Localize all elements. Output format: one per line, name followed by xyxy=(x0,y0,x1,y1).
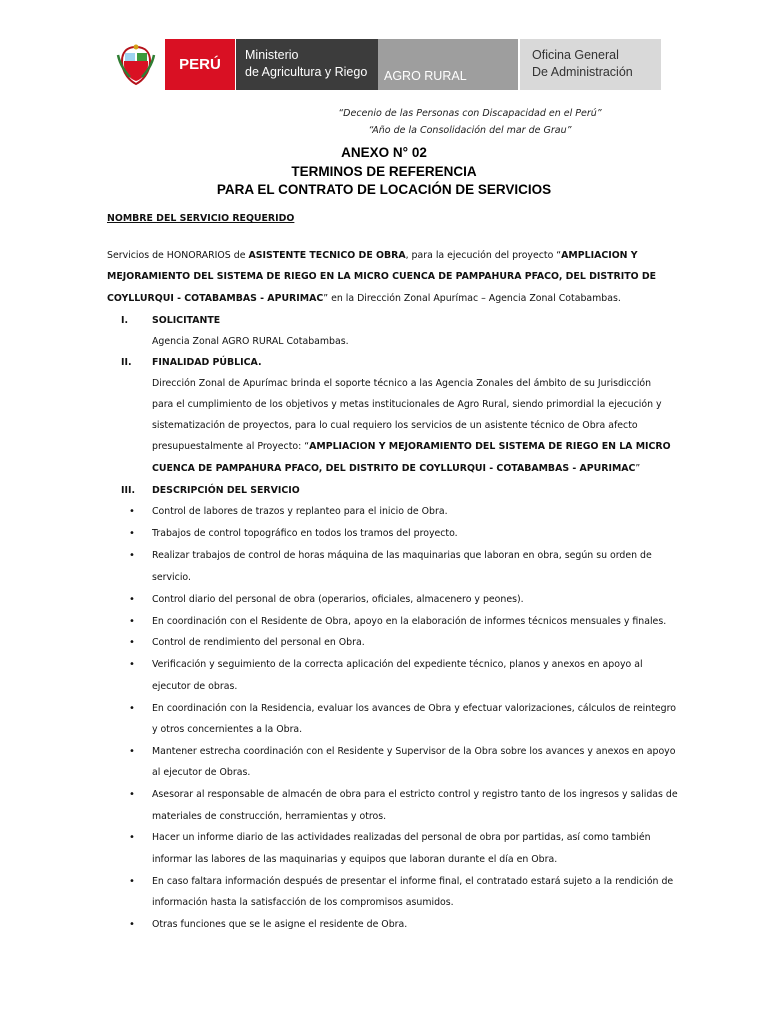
bullet-marker: • xyxy=(129,528,135,539)
slogan-1: “Decenio de las Personas con Discapacidad en el Perú” xyxy=(338,108,602,119)
country-label: PERÚ xyxy=(165,39,236,90)
intro-project: MEJORAMIENTO DEL SISTEMA DE RIEGO EN LA MICRO CUENCA DE PAMPAHURA PFACO, DEL DISTRITO DE xyxy=(107,271,657,282)
section-2-line: sistematización de proyectos, para lo cual requiero los servicios de un asistente técnico de Obra afecto xyxy=(152,420,638,431)
bullet-text: Trabajos de control topográfico en todos los tramos del proyecto. xyxy=(152,528,458,539)
bullet-marker: • xyxy=(129,703,135,714)
section-2-line: Dirección Zonal de Apurímac brinda el soporte técnico a las Agencia Zonales del ámbito de su Jurisdicción xyxy=(152,378,652,389)
bullet-text-continued: ejecutor de obras. xyxy=(152,681,238,692)
bullet-text: Asesorar al responsable de almacén de obra para el estricto control y registro tanto de los ingresos y salidas de xyxy=(152,789,678,800)
section-2-line xyxy=(152,463,640,474)
office-line-2: De Administración xyxy=(532,65,633,79)
header-banner xyxy=(107,39,661,90)
intro-role: ASISTENTE TECNICO DE OBRA xyxy=(248,250,406,261)
section-1-title: SOLICITANTE xyxy=(152,315,221,326)
bullet-text: Otras funciones que se le asigne el residente de Obra. xyxy=(152,919,408,930)
bullet-text-continued: al ejecutor de Obras. xyxy=(152,767,251,778)
coat-of-arms-icon xyxy=(107,39,165,90)
bullet-text: Realizar trabajos de control de horas máquina de las maquinarias que laboran en obra, según su orden de xyxy=(152,550,652,561)
bullet-text-continued: materiales de construcción, herramientas y otros. xyxy=(152,811,387,822)
intro-text: Servicios de HONORARIOS de xyxy=(107,250,249,261)
section-2-number: II. xyxy=(121,357,132,368)
section-3-number: III. xyxy=(121,485,136,496)
bullet-text: Control diario del personal de obra (operarios, oficiales, almacenero y peones). xyxy=(152,594,524,605)
section-2-project: CUENCA DE PAMPAHURA PFACO, DEL DISTRITO DE COYLLURQUI - COTABAMBAS - APURIMAC xyxy=(152,463,636,474)
bullet-text: En coordinación con la Residencia, evaluar los avances de Obra y efectuar valorizaciones, cálculos de reintegro xyxy=(152,703,676,714)
section-1-text: Agencia Zonal AGRO RURAL Cotabambas. xyxy=(152,336,349,347)
bullet-marker: • xyxy=(129,594,135,605)
bullet-text: Control de labores de trazos y replanteo para el inicio de Obra. xyxy=(152,506,448,517)
bullet-marker: • xyxy=(129,616,135,627)
bullet-text-continued: informar las labores de las maquinarias y equipos que laboran durante el día en Obra. xyxy=(152,854,558,865)
section-2-text: presupuestalmente al Proyecto: “ xyxy=(152,441,310,452)
service-heading: NOMBRE DEL SERVICIO REQUERIDO xyxy=(107,213,295,224)
bullet-text-continued: información hasta la satisfacción de los compromisos asumidos. xyxy=(152,897,454,908)
section-2-line xyxy=(152,441,671,452)
intro-project: AMPLIACION Y xyxy=(561,250,638,261)
section-2-text: ” xyxy=(635,463,641,474)
bullet-text-continued: servicio. xyxy=(152,572,191,583)
slogan-2: “Año de la Consolidación del mar de Grau” xyxy=(368,125,572,136)
section-2-project: AMPLIACION Y MEJORAMIENTO DEL SISTEMA DE RIEGO EN LA MICRO xyxy=(309,441,671,452)
agency-label: AGRO RURAL xyxy=(378,39,518,90)
intro-text: ” en la Dirección Zonal Apurímac – Agencia Zonal Cotabambas. xyxy=(323,293,621,304)
intro-project: COYLLURQUI - COTABAMBAS - APURIMAC xyxy=(107,293,324,304)
bullet-marker: • xyxy=(129,659,135,670)
bullet-text: Control de rendimiento del personal en Obra. xyxy=(152,637,365,648)
bullet-text: Mantener estrecha coordinación con el Residente y Supervisor de la Obra sobre los avances y anexos en apoyo xyxy=(152,746,676,757)
bullet-text: En caso faltara información después de presentar el informe final, el contratado estará sujeto a la rendición de xyxy=(152,876,674,887)
bullet-marker: • xyxy=(129,832,135,843)
bullet-marker: • xyxy=(129,550,135,561)
section-2-title: FINALIDAD PÚBLICA. xyxy=(152,357,262,368)
terms-title: TERMINOS DE REFERENCIA xyxy=(291,164,477,179)
bullet-marker: • xyxy=(129,637,135,648)
intro-line-1 xyxy=(107,250,638,261)
section-1-number: I. xyxy=(121,315,129,326)
section-2-line: para el cumplimiento de los objetivos y metas institucionales de Agro Rural, siendo primordial la ejecución y xyxy=(152,399,662,410)
bullet-marker: • xyxy=(129,919,135,930)
bullet-marker: • xyxy=(129,746,135,757)
intro-line-3 xyxy=(107,293,621,304)
bullet-text: Verificación y seguimiento de la correcta aplicación del expediente técnico, planos y anexos en apoyo al xyxy=(152,659,643,670)
bullet-marker: • xyxy=(129,876,135,887)
bullet-text: En coordinación con el Residente de Obra, apoyo en la elaboración de informes técnicos mensuales y finales. xyxy=(152,616,667,627)
bullet-text: Hacer un informe diario de las actividades realizadas del personal de obra por partidas, así como también xyxy=(152,832,651,843)
contract-title: PARA EL CONTRATO DE LOCACIÓN DE SERVICIOS xyxy=(216,182,552,197)
intro-line-2 xyxy=(107,271,656,282)
bullet-marker: • xyxy=(129,789,135,800)
annex-title: ANEXO N° 02 xyxy=(341,145,427,160)
ministry-label xyxy=(236,39,378,90)
office-line-1: Oficina General xyxy=(532,48,619,62)
ministry-line-1: Ministerio xyxy=(245,48,299,62)
bullet-marker: • xyxy=(129,506,135,517)
office-label xyxy=(518,39,661,90)
bullet-text-continued: y otros concernientes a la Obra. xyxy=(152,724,303,735)
ministry-line-2: de Agricultura y Riego xyxy=(245,65,368,79)
intro-text: , para la ejecución del proyecto “ xyxy=(405,250,562,261)
section-3-title: DESCRIPCIÓN DEL SERVICIO xyxy=(152,485,300,496)
